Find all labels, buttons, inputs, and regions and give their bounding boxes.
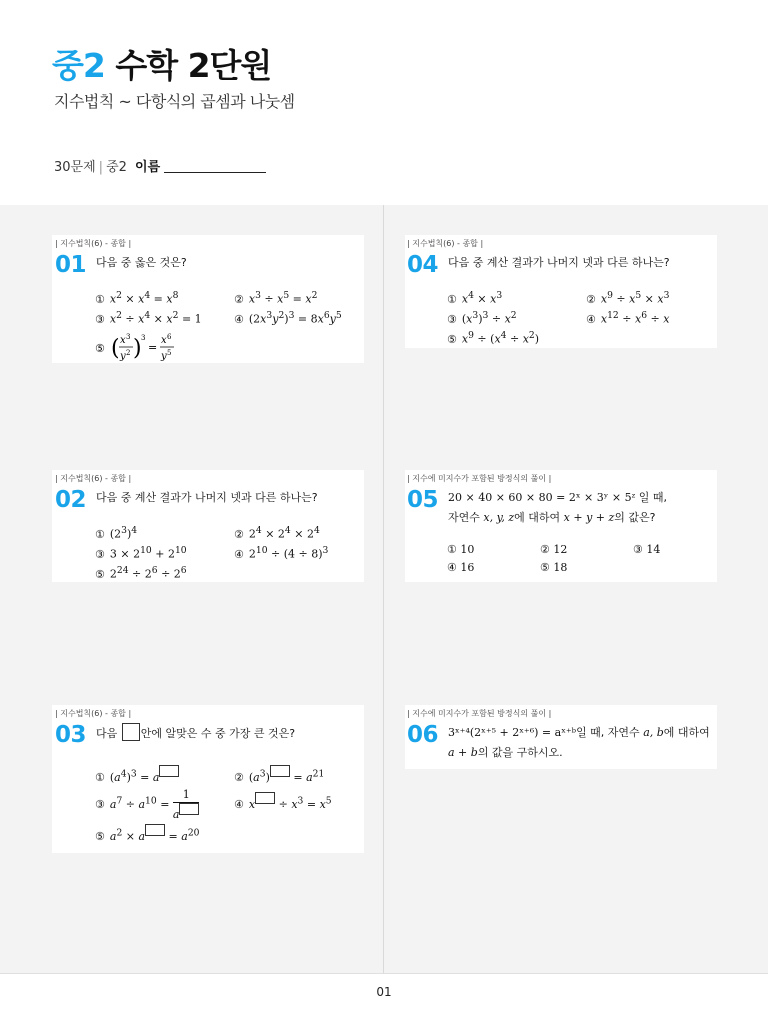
svg-text:x: x <box>161 335 167 346</box>
choice-2[interactable]: ② $2^4 \times 2^4 \times 2^4$ <box>234 525 320 541</box>
choice-4[interactable]: ④ $2^{10} \div (4 \div 8)^3$ <box>234 545 329 561</box>
choice-3[interactable]: ③ 14 <box>633 543 661 556</box>
svg-text:y: y <box>120 351 126 362</box>
question-stem: 3ˣ⁺⁴(2ˣ⁺⁵ + 2ˣ⁺⁶) = aˣ⁺ᵇ일 때, 자연수 a, b에 대하여 a + b의 값을 구하시오. <box>448 726 710 759</box>
svg-text:6: 6 <box>167 333 172 341</box>
choice-5[interactable]: ⑤ $a^2 \times a = a^{20}$ <box>95 824 199 843</box>
question-stem: 다음 중 계산 결과가 나머지 넷과 다른 하나는? <box>96 491 318 504</box>
svg-text:⑤: ⑤ <box>95 342 105 355</box>
svg-text:3: 3 <box>141 334 146 342</box>
blank-box <box>255 792 275 804</box>
choice-4[interactable]: ④ $x \div x^3 = x^5$ <box>234 792 332 811</box>
choice-5[interactable]: ⑤ $x^9 \div (x^4 \div x^2)$ <box>447 330 540 346</box>
choice-5[interactable] <box>95 331 195 368</box>
question-number: 05 <box>407 487 439 513</box>
question-tag: | 지수법칙(6) - 종합 | <box>55 474 132 483</box>
question-stem: 다음 중 계산 결과가 나머지 넷과 다른 하나는? <box>448 256 670 269</box>
choice-3[interactable]: ③ $(x^3)^3 \div x^2$ <box>447 310 517 326</box>
question-stem: 다음 중 옳은 것은? <box>96 256 187 269</box>
worksheet-header <box>0 0 768 205</box>
choice-1[interactable]: ① $(2^3)^4$ <box>95 525 138 541</box>
svg-text:(: ( <box>111 336 120 361</box>
question-tag: | 지수법칙(6) - 종합 | <box>55 709 132 718</box>
choice-4[interactable]: ④ $x^{12} \div x^6 \div x$ <box>586 310 670 326</box>
question-count: 30문제 <box>54 160 96 175</box>
question-stem: 20 × 40 × 60 × 80 = 2ˣ × 3ʸ × 5ᶻ 일 때, 자연수 x, y, z에 대하여 x + y + z의 값은? <box>448 491 667 524</box>
choice-3[interactable]: ③ $x^2 \div x^4 \times x^2 = 1$ <box>95 310 202 326</box>
svg-text:): ) <box>133 336 142 361</box>
worksheet-meta: 30문제 | 중2 이름 <box>54 156 266 175</box>
choice-3[interactable]: ③ $3 \times 2^{10} + 2^{10}$ <box>95 545 187 561</box>
choice-1[interactable]: ① $x^2 \times x^4 = x^8$ <box>95 290 179 306</box>
fraction-expression <box>95 331 195 365</box>
page-title <box>52 40 271 87</box>
question-tag: | 지수에 미지수가 포함된 방정식의 풀이 | <box>407 474 552 483</box>
grade-label: 중2 <box>106 160 127 175</box>
page-subtitle: 지수법칙 ~ 다항식의 곱셈과 나눗셈 <box>54 92 295 111</box>
question-number: 02 <box>55 487 87 513</box>
choice-2[interactable]: ② 12 <box>540 543 568 556</box>
choice-1[interactable]: ① 10 <box>447 543 475 556</box>
choice-2[interactable]: ② $x^3 \div x^5 = x^2$ <box>234 290 318 306</box>
name-blank[interactable] <box>164 172 266 173</box>
svg-text:=: = <box>148 341 158 354</box>
choice-5[interactable]: ⑤ $2^{24} \div 2^6 \div 2^6$ <box>95 565 187 581</box>
title-grade: 중2 <box>52 46 105 85</box>
question-number: 04 <box>407 252 439 278</box>
blank-box <box>270 765 290 777</box>
choice-1[interactable]: ① $x^4 \times x^3$ <box>447 290 503 306</box>
svg-text:x: x <box>120 335 126 346</box>
footer-divider <box>0 973 768 974</box>
choice-4[interactable]: ④ 16 <box>447 561 475 574</box>
question-number: 06 <box>407 722 439 748</box>
choice-4[interactable]: ④ $(2x^3y^2)^3 = 8x^6y^5$ <box>234 310 342 326</box>
blank-box <box>179 803 199 815</box>
blank-box <box>159 765 179 777</box>
choice-2[interactable]: ② $x^9 \div x^5 \times x^3$ <box>586 290 670 306</box>
svg-text:y: y <box>161 351 167 362</box>
svg-text:3: 3 <box>126 333 131 341</box>
choice-3[interactable]: ③ $a^7 \div a^{10}$ = $\frac{1}{a}$ <box>95 788 199 822</box>
question-number: 01 <box>55 252 87 278</box>
question-tag: | 지수에 미지수가 포함된 방정식의 풀이 | <box>407 709 552 718</box>
blank-box <box>122 723 140 741</box>
question-tag: | 지수법칙(6) - 종합 | <box>407 239 484 248</box>
column-divider <box>383 205 384 973</box>
question-stem: 다음 안에 알맞은 수 중 가장 큰 것은? <box>96 723 295 744</box>
svg-text:5: 5 <box>167 349 172 357</box>
svg-text:2: 2 <box>126 349 131 357</box>
blank-box <box>145 824 165 836</box>
choice-5[interactable]: ⑤ 18 <box>540 561 568 574</box>
name-label: 이름 <box>135 160 161 175</box>
question-number: 03 <box>55 722 87 748</box>
choice-1[interactable]: ① $(a^4)^3 = a$ <box>95 765 179 784</box>
page-number: 01 <box>376 985 392 999</box>
choice-2[interactable]: ② $(a^3) = a^{21}$ <box>234 765 324 784</box>
question-tag: | 지수법칙(6) - 종합 | <box>55 239 132 248</box>
title-unit: 수학 2단원 <box>115 46 272 85</box>
